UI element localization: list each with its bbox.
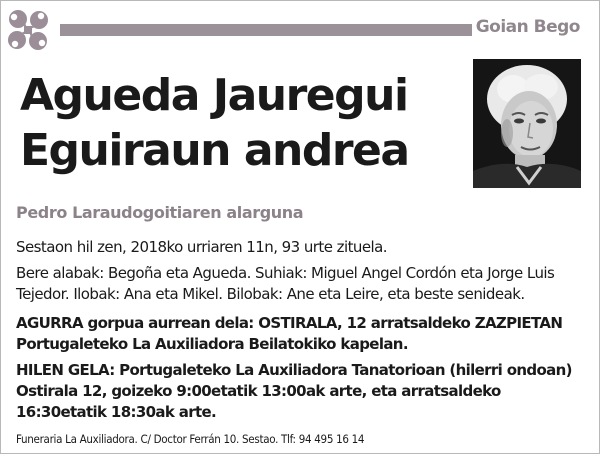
deceased-name — [20, 68, 450, 178]
family-paragraph: Bere alabak: Begoña eta Agueda. Suhiak: Miguel Angel Cordón eta Jorge Luis Tejedor. Ilobak: Ana eta Mikel. Bilobak: Ane eta Leire, eta beste senideak. — [16, 264, 555, 303]
header-bar — [60, 24, 472, 36]
ceremony-paragraph: AGURRA gorpua aurrean dela: OSTIRALA, 12 arratsaldeko ZAZPIETAN Portugaleteko La Auxiliadora Beilatokiko kapelan. — [16, 314, 563, 353]
wake-paragraph: HILEN GELA: Portugaleteko La Auxiliadora Tanatorioan (hilerri ondoan) Ostirala 12, goizeko 9:00etatik 13:00ak arte, eta arratsaldeko 16:30etatik 18:30ak arte. — [16, 361, 572, 421]
portrait-photo — [473, 59, 581, 188]
footer-funeral-home: Funeraria La Auxiliadora. C/ Doctor Ferrán 10. Sestao. Tlf: 94 495 16 14 — [16, 432, 365, 446]
name-line-2: Eguiraun andrea — [20, 125, 409, 176]
lauburu-icon — [4, 6, 52, 54]
death-notice-paragraph: Sestaon hil zen, 2018ko urriaren 11n, 93 urte zituela. — [16, 238, 388, 256]
name-line-1: Agueda Jauregui — [20, 70, 408, 121]
header-label: Goian Bego — [475, 17, 580, 37]
subtitle: Pedro Laraudogoitiaren alarguna — [16, 203, 304, 222]
